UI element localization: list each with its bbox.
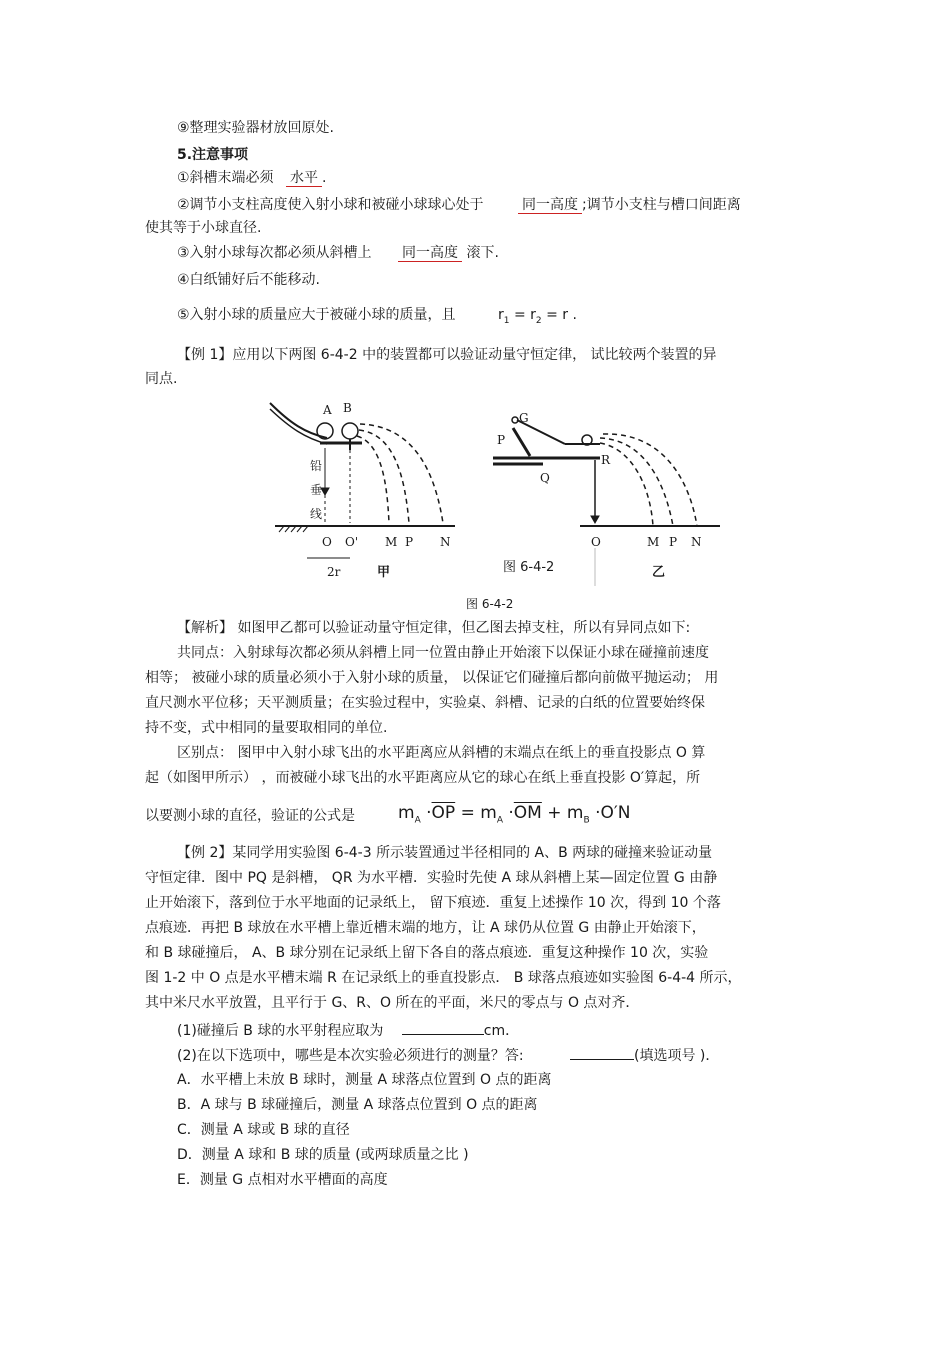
question-2: [177, 1045, 719, 1066]
note-5-text: ⑤入射小球的质量应大于被碰小球的质量，且: [177, 307, 456, 323]
sub-a-2: A: [496, 815, 503, 826]
option-d: D．测量 A 球和 B 球的质量 (或两球质量之比 ): [177, 1147, 469, 1163]
equals: =: [460, 803, 475, 823]
trajectory-m: [357, 436, 389, 523]
label-jia: 甲: [377, 565, 391, 580]
example2-line2: 守恒定律．图中 PQ 是斜槽， QR 为水平槽．实验时先使 A 球从斜槽上某—固定位置 G 由静: [145, 870, 718, 886]
projection-arrow: [591, 516, 599, 523]
note-3-answer: 同一高度: [398, 245, 462, 262]
m-a-2: m: [480, 803, 497, 823]
question-2-hint: (填选项号 )．: [634, 1048, 720, 1064]
figure-jia: [270, 403, 455, 558]
note-2: [177, 195, 741, 215]
label-p-yi: P: [497, 433, 506, 447]
dot-1: ·: [426, 803, 432, 823]
sub-a: A: [414, 815, 421, 826]
dot-2: ·: [508, 803, 514, 823]
note-1-end: .: [322, 170, 327, 186]
eq1: = r: [513, 307, 536, 323]
figure-caption: 图 6-4-2: [466, 597, 514, 611]
r1: r: [498, 307, 504, 323]
label-m-yi: M: [647, 535, 660, 549]
common-3: 直尺测水平位移；天平测质量；在实验过程中，实验桌、斜槽、记录的白纸的位置要始终保: [145, 695, 705, 711]
sub-b: B: [583, 815, 590, 826]
note-5-formula: [498, 307, 577, 326]
ball-b: [342, 423, 358, 439]
diff-3: 以要测小球的直径，验证的公式是: [145, 808, 355, 824]
note-3-end: 滚下.: [466, 245, 499, 261]
plus: +: [547, 803, 562, 823]
option-a: A．水平槽上未放 B 球时，测量 A 球落点位置到 O 点的距离: [177, 1072, 552, 1088]
option-e: E．测量 G 点相对水平槽面的高度: [177, 1172, 388, 1188]
section-heading: 5.注意事项: [177, 147, 249, 163]
label-plumb-3: 线: [310, 507, 323, 521]
note-2-cont: 使其等于小球直径.: [145, 220, 262, 236]
common-1: 共同点：入射球每次都必须从斜槽上同一位置由静止开始滚下以保证小球在碰撞前速度: [177, 645, 709, 661]
on: O′N: [600, 803, 631, 823]
example1-line1: 【例 1】应用以下两图 6-4-2 中的装置都可以验证动量守恒定律， 试比较两个装置的异: [177, 347, 717, 363]
note-3-text: ③入射小球每次都必须从斜槽上: [177, 245, 372, 261]
eq2: = r .: [546, 307, 577, 323]
example2-line1: 【例 2】某同学用实验图 6-4-3 所示装置通过半径相同的 A、B 两球的碰撞来验证动量: [177, 845, 713, 861]
example2-line4: 点痕迹．再把 B 球放在水平槽上靠近槽末端的地方，让 A 球仍从位置 G 由静止开始滚下，: [145, 920, 706, 936]
op: $\overline{OP}$: [431, 803, 456, 823]
trajectory-p: [359, 430, 409, 523]
label-n-yi: N: [691, 535, 702, 549]
r1-sub: 1: [503, 315, 510, 326]
example2-line3: 止开始滚下，落到位于水平地面的记录纸上， 留下痕迹．重复上述操作 10 次，得到 10 个落: [145, 895, 721, 911]
label-n: N: [440, 535, 451, 549]
diff-2: 起（如图甲所示） ，而被碰小球飞出的水平距离应从它的球心在纸上垂直投影 O′算起，所: [145, 770, 701, 786]
note-2-text: ②调节小支柱高度使入射小球和被碰小球球心处于: [177, 197, 484, 213]
question-1: [177, 1020, 519, 1041]
m-a: m: [398, 803, 415, 823]
option-b: B．A 球与 B 球碰撞后，测量 A 球落点位置到 O 点的距离: [177, 1097, 538, 1113]
example2-line5: 和 B 球碰撞后， A、B 球分别在记录纸上留下各自的落点痕迹．重复这种操作 10 次，实验: [145, 945, 709, 961]
example2-line7: 其中米尺水平放置，且平行于 G、R、O 所在的平面，米尺的零点与 O 点对齐．: [145, 995, 640, 1011]
slope-yi: [513, 428, 530, 456]
label-plumb-2: 垂: [310, 483, 323, 497]
label-q: Q: [540, 471, 550, 485]
label-o-prime: O': [345, 535, 359, 549]
label-plumb-1: 铅: [310, 459, 323, 473]
note-2-text-b: ;调节小支柱与槽口间距离: [582, 197, 741, 213]
note-1-answer: 水平: [286, 170, 322, 187]
diff-1: 区别点： 图甲中入射小球飞出的水平距离应从斜槽的末端点在纸上的垂直投影点 O 算: [177, 745, 706, 761]
trajectory-n: [360, 424, 443, 523]
analysis-1: 【解析】 如图甲乙都可以验证动量守恒定律，但乙图去掉支柱，所以有异同点如下:: [177, 620, 691, 636]
label-g: G: [519, 411, 529, 425]
label-r: R: [601, 453, 611, 467]
example2-line6: 图 1-2 中 O 点是水平槽末端 R 在记录纸上的垂直投影点． B 球落点痕迹如实验图 6-4-4 所示，: [145, 970, 742, 986]
label-yi: 乙: [652, 565, 666, 580]
label-m: M: [385, 535, 398, 549]
inner-caption: 图 6-4-2: [503, 560, 555, 575]
plumb-bob: [321, 488, 329, 495]
question-2-blank[interactable]: [570, 1045, 634, 1060]
formula: [398, 803, 630, 830]
question-1-text: (1)碰撞后 B 球的水平射程应取为: [177, 1023, 384, 1039]
label-p: P: [405, 535, 414, 549]
label-b: B: [343, 401, 352, 415]
figure-6-4-2: [265, 398, 725, 590]
note-3: [177, 243, 499, 263]
note-1: [177, 168, 326, 188]
option-c: C．测量 A 球或 B 球的直径: [177, 1122, 350, 1138]
question-1-unit: cm．: [483, 1023, 520, 1039]
question-2-text: (2)在以下选项中，哪些是本次实验必须进行的测量？答:: [177, 1048, 524, 1064]
r2-sub: 2: [535, 315, 542, 326]
dot-3: ·: [595, 803, 601, 823]
note-4: ④白纸铺好后不能移动.: [177, 272, 321, 288]
label-p3-yi: P: [669, 535, 678, 549]
om: $\overline{OM}$: [513, 803, 542, 823]
label-o: O: [322, 535, 332, 549]
example1-line2: 同点.: [145, 371, 178, 387]
label-2r: 2r: [327, 565, 341, 579]
trajectory-n-yi: [603, 434, 697, 526]
note-2-answer: 同一高度: [518, 197, 582, 214]
m-b: m: [566, 803, 584, 823]
slope-track-jia: [270, 403, 327, 438]
common-4: 持不变，式中相同的量要取相同的单位.: [145, 720, 388, 736]
common-2: 相等； 被碰小球的质量必须小于入射小球的质量， 以保证它们碰撞后都向前做平抛运动； 用: [145, 670, 719, 686]
label-o-yi: O: [591, 535, 601, 549]
label-a: A: [323, 403, 332, 417]
question-1-blank[interactable]: [402, 1020, 484, 1035]
step-9: ⑨整理实验器材放回原处.: [177, 120, 335, 136]
trajectory-p-yi: [600, 438, 673, 526]
note-5: [177, 305, 577, 331]
note-1-text: ①斜槽末端必须: [177, 170, 274, 186]
